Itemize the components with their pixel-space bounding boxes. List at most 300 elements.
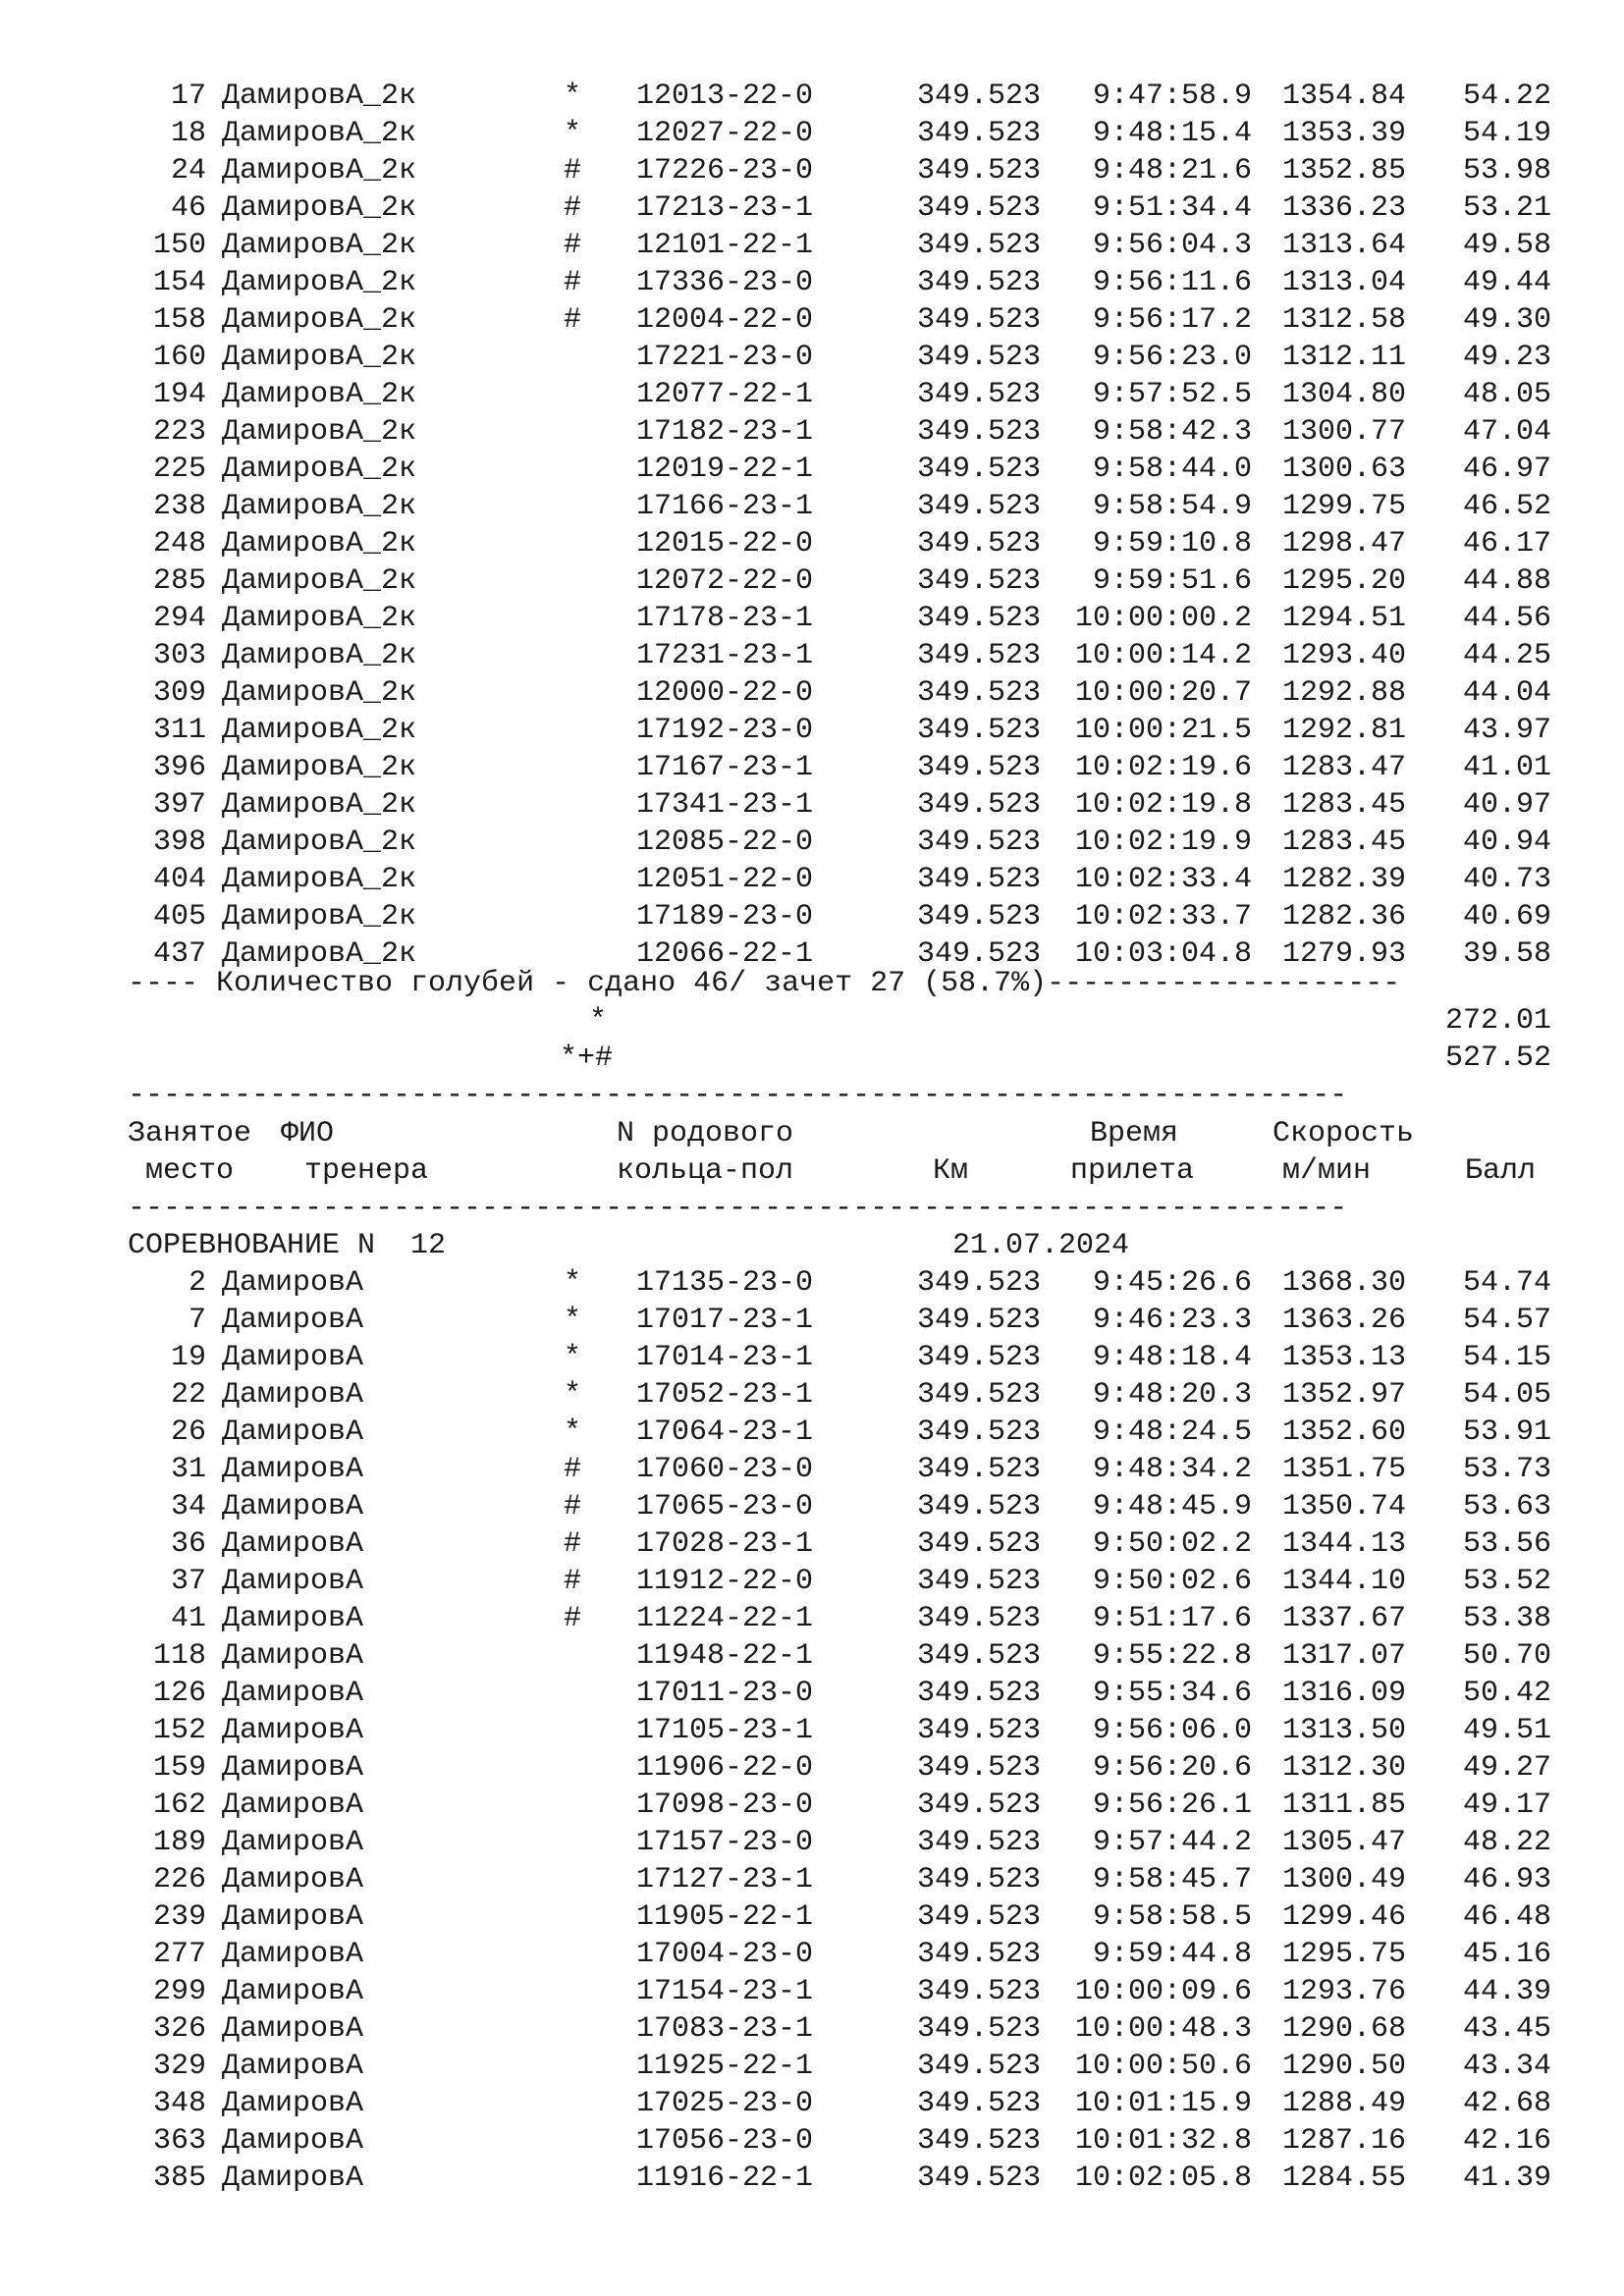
table-row (0, 1824, 1624, 1861)
cell-place: 404 (152, 863, 206, 896)
total-value: 527.52 (1444, 1041, 1551, 1075)
cell-speed: 1283.45 (1281, 788, 1406, 822)
cell-speed: 1305.47 (1281, 1826, 1406, 1859)
table-row (0, 2085, 1624, 2122)
cell-place: 159 (152, 1751, 206, 1785)
cell-place: 299 (152, 1975, 206, 2008)
cell-ring: 17083-23-1 (636, 2012, 814, 2046)
cell-km: 349.523 (916, 1304, 1041, 1337)
cell-place: 158 (152, 303, 206, 337)
cell-speed: 1316.09 (1281, 1677, 1406, 1710)
cell-km: 349.523 (916, 1378, 1041, 1412)
cell-name: ДамировА (222, 1490, 364, 1523)
cell-name: ДамировА (222, 1378, 364, 1412)
table-row (0, 1637, 1624, 1675)
table-row (0, 1600, 1624, 1637)
cell-score: 41.01 (1462, 751, 1551, 784)
cell-time: 9:56:17.2 (1092, 303, 1252, 337)
table-row (0, 264, 1624, 301)
cell-score: 49.44 (1462, 266, 1551, 299)
cell-mark: # (563, 229, 581, 262)
cell-name: ДамировА_2к (222, 527, 417, 561)
cell-km: 349.523 (916, 1527, 1041, 1561)
cell-time: 10:00:09.6 (1074, 1975, 1252, 2008)
cell-km: 349.523 (916, 2162, 1041, 2195)
cell-km: 349.523 (916, 2124, 1041, 2158)
cell-ring: 11905-22-1 (636, 1900, 814, 1934)
separator-text: --------------------------------------------------------------------- (128, 1079, 1348, 1112)
header-place-bottom: место (145, 1154, 235, 1188)
cell-name: ДамировА (222, 1975, 364, 2008)
cell-km: 349.523 (916, 602, 1041, 635)
cell-speed: 1344.10 (1281, 1565, 1406, 1598)
cell-score: 45.16 (1462, 1938, 1551, 1971)
table-row (0, 78, 1624, 115)
cell-name: ДамировА (222, 1266, 364, 1300)
table-row (0, 2048, 1624, 2085)
cell-time: 9:59:10.8 (1092, 527, 1252, 561)
cell-speed: 1292.81 (1281, 714, 1406, 747)
cell-speed: 1290.50 (1281, 2050, 1406, 2083)
header-ring-top: N родового (617, 1117, 794, 1150)
cell-km: 349.523 (916, 1900, 1041, 1934)
cell-km: 349.523 (916, 1639, 1041, 1673)
cell-name: ДамировА_2к (222, 676, 417, 710)
cell-ring: 11916-22-1 (636, 2162, 814, 2195)
header-place-top: Занятое (128, 1117, 252, 1150)
cell-time: 9:58:58.5 (1092, 1900, 1252, 1934)
table-row (0, 339, 1624, 376)
cell-km: 349.523 (916, 490, 1041, 523)
table-row (0, 413, 1624, 451)
cell-time: 9:51:17.6 (1092, 1602, 1252, 1635)
cell-place: 311 (152, 714, 206, 747)
cell-score: 43.45 (1462, 2012, 1551, 2046)
summary-text: ---- Количество голубей - сдано 46/ зачет 27 (58.7%)-------------------- (128, 967, 1401, 1000)
table-row (0, 1376, 1624, 1414)
cell-speed: 1283.45 (1281, 826, 1406, 859)
cell-score: 54.57 (1462, 1304, 1551, 1337)
header-name-top: ФИО (281, 1117, 335, 1150)
cell-place: 223 (152, 415, 206, 449)
cell-speed: 1299.46 (1281, 1900, 1406, 1934)
cell-km: 349.523 (916, 751, 1041, 784)
cell-name: ДамировА_2к (222, 900, 417, 934)
cell-time: 9:48:18.4 (1092, 1341, 1252, 1374)
table-row (0, 1898, 1624, 1936)
cell-score: 53.91 (1462, 1415, 1551, 1449)
cell-name: ДамировА_2к (222, 937, 417, 971)
cell-place: 309 (152, 676, 206, 710)
cell-speed: 1312.58 (1281, 303, 1406, 337)
cell-place: 385 (152, 2162, 206, 2195)
cell-name: ДамировА_2к (222, 303, 417, 337)
table-row (0, 786, 1624, 824)
cell-time: 9:56:26.1 (1092, 1789, 1252, 1822)
table-row (0, 152, 1624, 189)
cell-place: 46 (170, 191, 206, 225)
cell-score: 44.39 (1462, 1975, 1551, 2008)
total-row (0, 1040, 1624, 1077)
table-row (0, 2122, 1624, 2160)
cell-name: ДамировА (222, 2050, 364, 2083)
cell-name: ДамировА_2к (222, 751, 417, 784)
cell-name: ДамировА (222, 1677, 364, 1710)
cell-ring: 12085-22-0 (636, 826, 814, 859)
cell-place: 396 (152, 751, 206, 784)
cell-km: 349.523 (916, 826, 1041, 859)
cell-km: 349.523 (916, 564, 1041, 598)
header-time-bottom: прилета (1070, 1154, 1195, 1188)
cell-name: ДамировА_2к (222, 415, 417, 449)
cell-place: 294 (152, 602, 206, 635)
cell-score: 48.22 (1462, 1826, 1551, 1859)
cell-time: 9:45:26.6 (1092, 1266, 1252, 1300)
cell-km: 349.523 (916, 900, 1041, 934)
cell-speed: 1295.20 (1281, 564, 1406, 598)
cell-mark: # (563, 1565, 581, 1598)
cell-km: 349.523 (916, 2050, 1041, 2083)
competition-title: СОРЕВНОВАНИЕ N 12 (128, 1229, 447, 1262)
cell-ring: 17341-23-1 (636, 788, 814, 822)
cell-score: 54.22 (1462, 80, 1551, 113)
cell-speed: 1299.75 (1281, 490, 1406, 523)
cell-place: 17 (170, 80, 206, 113)
cell-time: 10:02:19.9 (1074, 826, 1252, 859)
cell-name: ДамировА_2к (222, 602, 417, 635)
cell-time: 9:58:42.3 (1092, 415, 1252, 449)
cell-place: 26 (170, 1415, 206, 1449)
total-row (0, 1002, 1624, 1040)
table-row (0, 674, 1624, 712)
cell-km: 349.523 (916, 1677, 1041, 1710)
cell-name: ДамировА (222, 1453, 364, 1486)
cell-km: 349.523 (916, 1975, 1041, 2008)
cell-mark: # (563, 1602, 581, 1635)
cell-score: 40.97 (1462, 788, 1551, 822)
cell-km: 349.523 (916, 676, 1041, 710)
cell-place: 348 (152, 2087, 206, 2120)
cell-speed: 1363.26 (1281, 1304, 1406, 1337)
header-name-bottom: тренера (304, 1154, 429, 1188)
cell-km: 349.523 (916, 788, 1041, 822)
cell-ring: 12015-22-0 (636, 527, 814, 561)
cell-ring: 12051-22-0 (636, 863, 814, 896)
competition-date: 21.07.2024 (952, 1229, 1130, 1262)
cell-score: 53.98 (1462, 154, 1551, 187)
cell-time: 10:00:50.6 (1074, 2050, 1252, 2083)
cell-score: 54.74 (1462, 1266, 1551, 1300)
cell-name: ДамировА_2к (222, 863, 417, 896)
cell-time: 10:00:48.3 (1074, 2012, 1252, 2046)
cell-name: ДамировА_2к (222, 639, 417, 672)
table-row (0, 562, 1624, 600)
cell-time: 9:56:23.0 (1092, 341, 1252, 374)
table-row (0, 1451, 1624, 1488)
cell-time: 9:55:22.8 (1092, 1639, 1252, 1673)
table-header-top (0, 1115, 1624, 1152)
cell-score: 54.15 (1462, 1341, 1551, 1374)
cell-score: 53.21 (1462, 191, 1551, 225)
cell-name: ДамировА (222, 1527, 364, 1561)
cell-ring: 17060-23-0 (636, 1453, 814, 1486)
cell-time: 9:50:02.6 (1092, 1565, 1252, 1598)
cell-place: 239 (152, 1900, 206, 1934)
cell-ring: 17056-23-0 (636, 2124, 814, 2158)
cell-name: ДамировА_2к (222, 826, 417, 859)
cell-score: 44.88 (1462, 564, 1551, 598)
cell-ring: 17189-23-0 (636, 900, 814, 934)
cell-time: 9:48:45.9 (1092, 1490, 1252, 1523)
cell-name: ДамировА (222, 1938, 364, 1971)
cell-score: 49.30 (1462, 303, 1551, 337)
cell-mark: # (563, 1453, 581, 1486)
cell-speed: 1350.74 (1281, 1490, 1406, 1523)
cell-score: 54.05 (1462, 1378, 1551, 1412)
cell-speed: 1311.85 (1281, 1789, 1406, 1822)
total-value: 272.01 (1444, 1004, 1551, 1038)
cell-name: ДамировА (222, 1565, 364, 1598)
cell-km: 349.523 (916, 341, 1041, 374)
cell-ring: 17192-23-0 (636, 714, 814, 747)
header-km: Км (933, 1154, 969, 1188)
cell-ring: 17025-23-0 (636, 2087, 814, 2120)
cell-score: 53.38 (1462, 1602, 1551, 1635)
table-row (0, 1712, 1624, 1749)
cell-score: 44.56 (1462, 602, 1551, 635)
cell-time: 10:03:04.8 (1074, 937, 1252, 971)
total-mark: * (589, 1004, 608, 1038)
table-row (0, 1675, 1624, 1712)
cell-km: 349.523 (916, 1602, 1041, 1635)
cell-km: 349.523 (916, 2012, 1041, 2046)
cell-speed: 1352.85 (1281, 154, 1406, 187)
cell-ring: 12027-22-0 (636, 117, 814, 150)
cell-place: 118 (152, 1639, 206, 1673)
cell-speed: 1354.84 (1281, 80, 1406, 113)
cell-km: 349.523 (916, 266, 1041, 299)
cell-km: 349.523 (916, 415, 1041, 449)
cell-place: 162 (152, 1789, 206, 1822)
cell-ring: 17182-23-1 (636, 415, 814, 449)
cell-place: 437 (152, 937, 206, 971)
cell-ring: 17166-23-1 (636, 490, 814, 523)
cell-score: 46.97 (1462, 453, 1551, 486)
cell-score: 46.48 (1462, 1900, 1551, 1934)
cell-place: 397 (152, 788, 206, 822)
cell-speed: 1304.80 (1281, 378, 1406, 411)
cell-ring: 17167-23-1 (636, 751, 814, 784)
table-row (0, 189, 1624, 227)
cell-name: ДамировА (222, 1602, 364, 1635)
cell-score: 41.39 (1462, 2162, 1551, 2195)
cell-mark: * (563, 1415, 581, 1449)
cell-speed: 1300.63 (1281, 453, 1406, 486)
cell-name: ДамировА (222, 2012, 364, 2046)
cell-score: 42.16 (1462, 2124, 1551, 2158)
cell-speed: 1353.39 (1281, 117, 1406, 150)
header-ring-bottom: кольца-пол (617, 1154, 794, 1188)
cell-place: 36 (170, 1527, 206, 1561)
cell-place: 150 (152, 229, 206, 262)
cell-place: 326 (152, 2012, 206, 2046)
cell-speed: 1288.49 (1281, 2087, 1406, 2120)
cell-time: 9:56:20.6 (1092, 1751, 1252, 1785)
cell-score: 53.63 (1462, 1490, 1551, 1523)
cell-score: 53.73 (1462, 1453, 1551, 1486)
table-row (0, 1749, 1624, 1787)
cell-ring: 12101-22-1 (636, 229, 814, 262)
cell-score: 44.25 (1462, 639, 1551, 672)
separator-line (0, 1077, 1624, 1114)
header-speed-bottom: м/мин (1282, 1154, 1372, 1188)
table-row (0, 1787, 1624, 1824)
cell-place: 24 (170, 154, 206, 187)
cell-mark: # (563, 154, 581, 187)
cell-score: 39.58 (1462, 937, 1551, 971)
cell-time: 10:00:00.2 (1074, 602, 1252, 635)
cell-mark: # (563, 266, 581, 299)
cell-name: ДамировА_2к (222, 788, 417, 822)
cell-mark: * (563, 80, 581, 113)
cell-km: 349.523 (916, 639, 1041, 672)
cell-name: ДамировА (222, 1714, 364, 1747)
cell-ring: 12019-22-1 (636, 453, 814, 486)
table-row (0, 898, 1624, 935)
cell-time: 9:58:54.9 (1092, 490, 1252, 523)
cell-name: ДамировА (222, 1751, 364, 1785)
cell-speed: 1336.23 (1281, 191, 1406, 225)
cell-km: 349.523 (916, 1938, 1041, 1971)
cell-time: 9:46:23.3 (1092, 1304, 1252, 1337)
cell-ring: 12013-22-0 (636, 80, 814, 113)
cell-ring: 17135-23-0 (636, 1266, 814, 1300)
cell-time: 10:01:15.9 (1074, 2087, 1252, 2120)
cell-score: 44.04 (1462, 676, 1551, 710)
cell-km: 349.523 (916, 714, 1041, 747)
table-row (0, 376, 1624, 413)
cell-ring: 17028-23-1 (636, 1527, 814, 1561)
cell-name: ДамировА (222, 2087, 364, 2120)
cell-time: 9:50:02.2 (1092, 1527, 1252, 1561)
cell-score: 54.19 (1462, 117, 1551, 150)
cell-ring: 17064-23-1 (636, 1415, 814, 1449)
table-row (0, 451, 1624, 488)
cell-name: ДамировА (222, 1826, 364, 1859)
cell-name: ДамировА_2к (222, 117, 417, 150)
cell-name: ДамировА_2к (222, 714, 417, 747)
cell-name: ДамировА_2к (222, 341, 417, 374)
cell-name: ДамировА_2к (222, 490, 417, 523)
cell-time: 9:48:15.4 (1092, 117, 1252, 150)
cell-speed: 1317.07 (1281, 1639, 1406, 1673)
cell-km: 349.523 (916, 80, 1041, 113)
cell-mark: # (563, 1490, 581, 1523)
cell-time: 9:56:04.3 (1092, 229, 1252, 262)
cell-place: 398 (152, 826, 206, 859)
cell-name: ДамировА_2к (222, 229, 417, 262)
cell-place: 238 (152, 490, 206, 523)
cell-time: 10:02:19.8 (1074, 788, 1252, 822)
table-row (0, 1973, 1624, 2010)
cell-time: 9:58:44.0 (1092, 453, 1252, 486)
table-row (0, 1563, 1624, 1600)
cell-place: 303 (152, 639, 206, 672)
cell-name: ДамировА (222, 2124, 364, 2158)
cell-speed: 1282.36 (1281, 900, 1406, 934)
cell-ring: 17221-23-0 (636, 341, 814, 374)
cell-mark: * (563, 117, 581, 150)
cell-time: 9:48:21.6 (1092, 154, 1252, 187)
cell-km: 349.523 (916, 378, 1041, 411)
cell-name: ДамировА_2к (222, 453, 417, 486)
table-row (0, 1861, 1624, 1898)
table-row (0, 1414, 1624, 1451)
cell-place: 160 (152, 341, 206, 374)
table-row (0, 824, 1624, 861)
cell-km: 349.523 (916, 1565, 1041, 1598)
cell-ring: 12004-22-0 (636, 303, 814, 337)
cell-name: ДамировА_2к (222, 266, 417, 299)
cell-speed: 1293.40 (1281, 639, 1406, 672)
cell-speed: 1351.75 (1281, 1453, 1406, 1486)
cell-score: 46.93 (1462, 1863, 1551, 1896)
cell-speed: 1298.47 (1281, 527, 1406, 561)
cell-score: 49.27 (1462, 1751, 1551, 1785)
table-row (0, 115, 1624, 152)
header-time-top: Время (1090, 1117, 1179, 1150)
cell-time: 9:59:51.6 (1092, 564, 1252, 598)
cell-time: 10:02:33.4 (1074, 863, 1252, 896)
table-row (0, 1302, 1624, 1339)
cell-km: 349.523 (916, 303, 1041, 337)
cell-speed: 1312.30 (1281, 1751, 1406, 1785)
cell-km: 349.523 (916, 453, 1041, 486)
cell-place: 41 (170, 1602, 206, 1635)
table-row (0, 488, 1624, 525)
cell-speed: 1352.60 (1281, 1415, 1406, 1449)
cell-speed: 1300.49 (1281, 1863, 1406, 1896)
table-row (0, 1488, 1624, 1525)
cell-mark: * (563, 1341, 581, 1374)
cell-speed: 1292.88 (1281, 676, 1406, 710)
cell-place: 37 (170, 1565, 206, 1598)
cell-km: 349.523 (916, 1341, 1041, 1374)
separator-text: --------------------------------------------------------------------- (128, 1192, 1348, 1225)
cell-place: 18 (170, 117, 206, 150)
cell-name: ДамировА (222, 1415, 364, 1449)
cell-ring: 12066-22-1 (636, 937, 814, 971)
cell-time: 10:01:32.8 (1074, 2124, 1252, 2158)
cell-time: 9:56:06.0 (1092, 1714, 1252, 1747)
cell-speed: 1344.13 (1281, 1527, 1406, 1561)
cell-place: 329 (152, 2050, 206, 2083)
cell-score: 49.51 (1462, 1714, 1551, 1747)
cell-place: 22 (170, 1378, 206, 1412)
cell-speed: 1282.39 (1281, 863, 1406, 896)
cell-score: 50.42 (1462, 1677, 1551, 1710)
cell-ring: 17004-23-0 (636, 1938, 814, 1971)
cell-time: 9:51:34.4 (1092, 191, 1252, 225)
table-row (0, 1936, 1624, 1973)
cell-score: 53.52 (1462, 1565, 1551, 1598)
separator-line (0, 1190, 1624, 1227)
table-row (0, 600, 1624, 637)
cell-km: 349.523 (916, 863, 1041, 896)
cell-name: ДамировА_2к (222, 378, 417, 411)
table-row (0, 301, 1624, 339)
table-header-bottom (0, 1152, 1624, 1190)
